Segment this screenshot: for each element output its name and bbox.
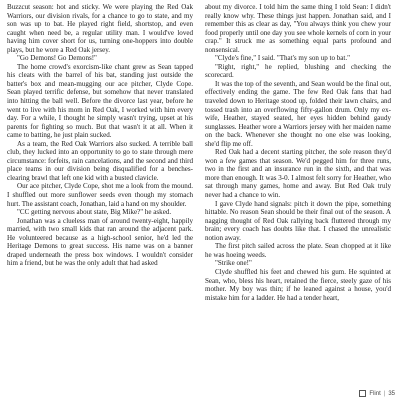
paragraph: As a team, the Red Oak Warriors also sucked. A terrible ball club, they lucked into an opportunity to go to state through mere circumstance: forfeits, rain cancelations, and the second and third place teams in our division being disqualified for a benches-clearing brawl that left one kid with a busted clavicle. [7,139,193,182]
paragraph: "CC getting nervous about state, Big Mike?" he asked. [17,208,172,217]
paragraph: Clyde shuffled his feet and chewed his gum. He squinted at Sean, who, bless his heart, retained the fierce, steely gaze of his mother. My boy was thin; if he leaned against a house, you'd mistake him for a ladder. He had a tender heart, [205,267,391,302]
footer-section: Flint [369,390,381,397]
paragraph: Our ace pitcher, Clyde Cope, shot me a look from the mound. I shuffled out more sunflower seeds even though my stomach hurt. The assistant coach, Jonathan, laid a hand on my shoulder. [7,182,193,208]
paragraph: The first pitch sailed across the plate. Sean chopped at it like he was hoeing weeds. [205,242,391,259]
story-body [7,3,391,383]
paragraph: It was the top of the seventh, and Sean would be the final out, effectively ending the game. The few Red Oak fans that had traveled down to Heritage stood up, folded their lawn chairs, and tossed trash into an overflowing fifty-gallon drum. Only my ex-wife, Heather, stayed seated, her eyes hidden behind gaudy sunglasses. Heather wore a Warriors jersey with her maiden name on the back. Whenever she thought no one else was looking, she'd flip me off. [205,79,391,148]
paragraph: about my divorce. I told him the same thing I told Sean: I didn't really know why. These things just happen. Jonathan said, and I remember this as clear as day, "You always think you chew your food properly until one day you see whole kernels of corn in your crap." It struck me as something equal parts profound and nonsensical. [205,3,391,54]
paragraph: The home crowd's exorcism-like chant grew as Sean tapped his cleats with the barrel of his bat, standing just outside the batter's box and mean-mugging our ace pitcher, Clyde Cope. Sean played terrific defense, but somehow that never translated into hitting the ball well. Before the divorce last year, before he went to live with his mom in Red Oak, I worked with him every day. For a while, I thought he simply wasn't trying, upset at his parents for fighting so much. But that wasn't it at all. When it came to batting, he just plain sucked. [7,62,193,140]
page-footer [359,390,395,397]
paragraph: "Strike one!" [215,259,252,268]
paragraph: Buzzcut season: hot and sticky. We were playing the Red Oak Warriors, our division rivals, for a chance to go to state, and my son was up to bat. He played right field, shortstop, and even caught when need be, a regular utility man. I would've loved having him cover short for us, turning one-hoppers into double plays, but he wore a Red Oak jersey. [7,3,193,54]
paragraph: Red Oak had a decent starting pitcher, the sole reason they'd won a few games that season. We'd pegged him for three runs, two in the first and an insurance run in the sixth, and that was more than enough. It was 3-0. I almost felt sorry for Heather, who sat through many games, home and away. But Red Oak truly never had a chance to win. [205,148,391,200]
paragraph: "Go Demons! Go Demons!" [17,54,97,63]
folio-box-icon [359,390,366,397]
footer-separator: | [383,390,386,397]
page-number: 35 [388,390,395,397]
paragraph: Jonathan was a clueless man of around twenty-eight, happily married, with two small kids that ran around the adjacent park. He volunteered because as a high-school senior, he'd led the Heritage Demons to great success. His name was on a banner draped underneath the press box windows. I wouldn't consider him a friend, but he was the only adult that had asked [7,216,193,268]
right-column [205,3,391,383]
paragraph: I gave Clyde hand signals: pitch it down the pipe, something hittable. No reason Sean should be their final out of the season. A nagging thought of Red Oak rallying back fluttered through my brain; every coach has doubts like that. I chased the unrealistic notion away. [205,199,391,242]
left-column [7,3,193,383]
paragraph: "Clyde's fine," I said. "That's my son up to bat." [215,54,351,63]
paragraph: "Right, right," he replied, blushing and checking the scorecard. [205,62,391,80]
